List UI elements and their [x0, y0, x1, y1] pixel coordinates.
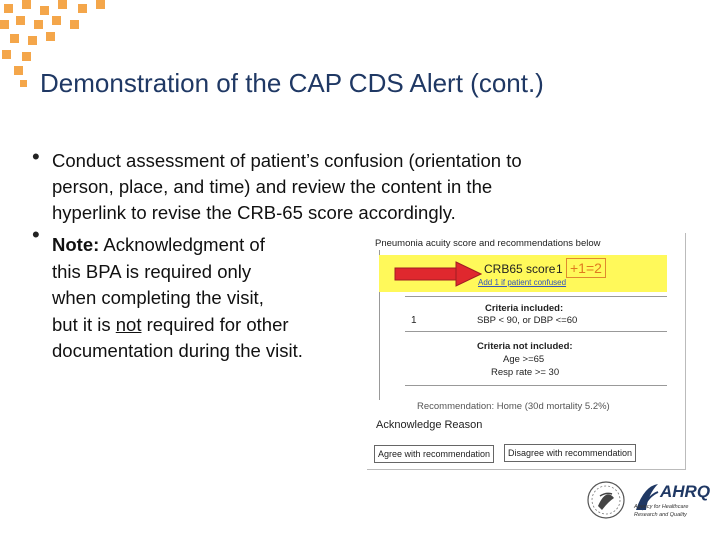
add-confused-link[interactable]: Add 1 if patient confused [478, 278, 567, 287]
score-annotation: +1=2 [566, 258, 606, 278]
agree-button[interactable]: Agree with recommendation [374, 445, 494, 463]
criteria-not-included-item: Age >=65 [503, 354, 545, 365]
crb65-score-label: CRB65 score [484, 262, 556, 276]
bullet-1-line-3: hyperlink to revise the CRB-65 score accordingly. [52, 202, 456, 223]
bullet-1-line-2: person, place, and time) and review the content in the [52, 176, 493, 197]
criteria-not-included-title: Criteria not included: [477, 341, 573, 352]
bullet-2-line-1 [52, 232, 265, 259]
bullet-2-line-3: when completing the visit, [52, 287, 264, 308]
row-number: 1 [411, 315, 417, 326]
criteria-included-title: Criteria included: [485, 303, 564, 314]
recommendation-text: Recommendation: Home (30d mortality 5.2%) [417, 401, 610, 412]
bullet-2-line-2: this BPA is required only [52, 261, 252, 282]
underlined-not: not [115, 314, 142, 335]
bpa-alert-screenshot [367, 233, 686, 470]
divider [405, 331, 667, 332]
alert-header: Pneumonia acuity score and recommendations below [375, 238, 601, 249]
line-4-pre: but it is [52, 314, 116, 335]
ahrq-logo-text: AHRQ [660, 482, 711, 501]
ahrq-subtitle-2: Research and Quality [634, 512, 687, 518]
red-arrow-icon [394, 261, 482, 287]
note-text: Acknowledgment of [99, 234, 265, 255]
acknowledge-reason-title: Acknowledge Reason [376, 419, 483, 431]
divider [405, 296, 667, 297]
bullet-2-line-5: documentation during the visit. [52, 340, 303, 361]
bullet-1-line-1: Conduct assessment of patient’s confusion (orientation to [52, 150, 522, 171]
line-4-post: required for other [141, 314, 289, 335]
bullet-marker: • [32, 144, 40, 169]
bullet-2-line-4 [52, 312, 289, 339]
footer-logos [586, 476, 711, 526]
ahrq-subtitle-1: Agency for Healthcare [634, 504, 689, 510]
slide-title: Demonstration of the CAP CDS Alert (cont.) [40, 68, 544, 98]
divider [405, 385, 667, 386]
disagree-button[interactable]: Disagree with recommendation [504, 444, 636, 462]
note-label: Note: [52, 234, 100, 255]
bullet-marker: • [32, 222, 40, 247]
criteria-included-item: SBP < 90, or DBP <=60 [477, 315, 578, 326]
criteria-not-included-item: Resp rate >= 30 [491, 367, 560, 378]
crb65-score-value: 1 [556, 262, 563, 276]
hhs-seal-icon [586, 476, 626, 524]
